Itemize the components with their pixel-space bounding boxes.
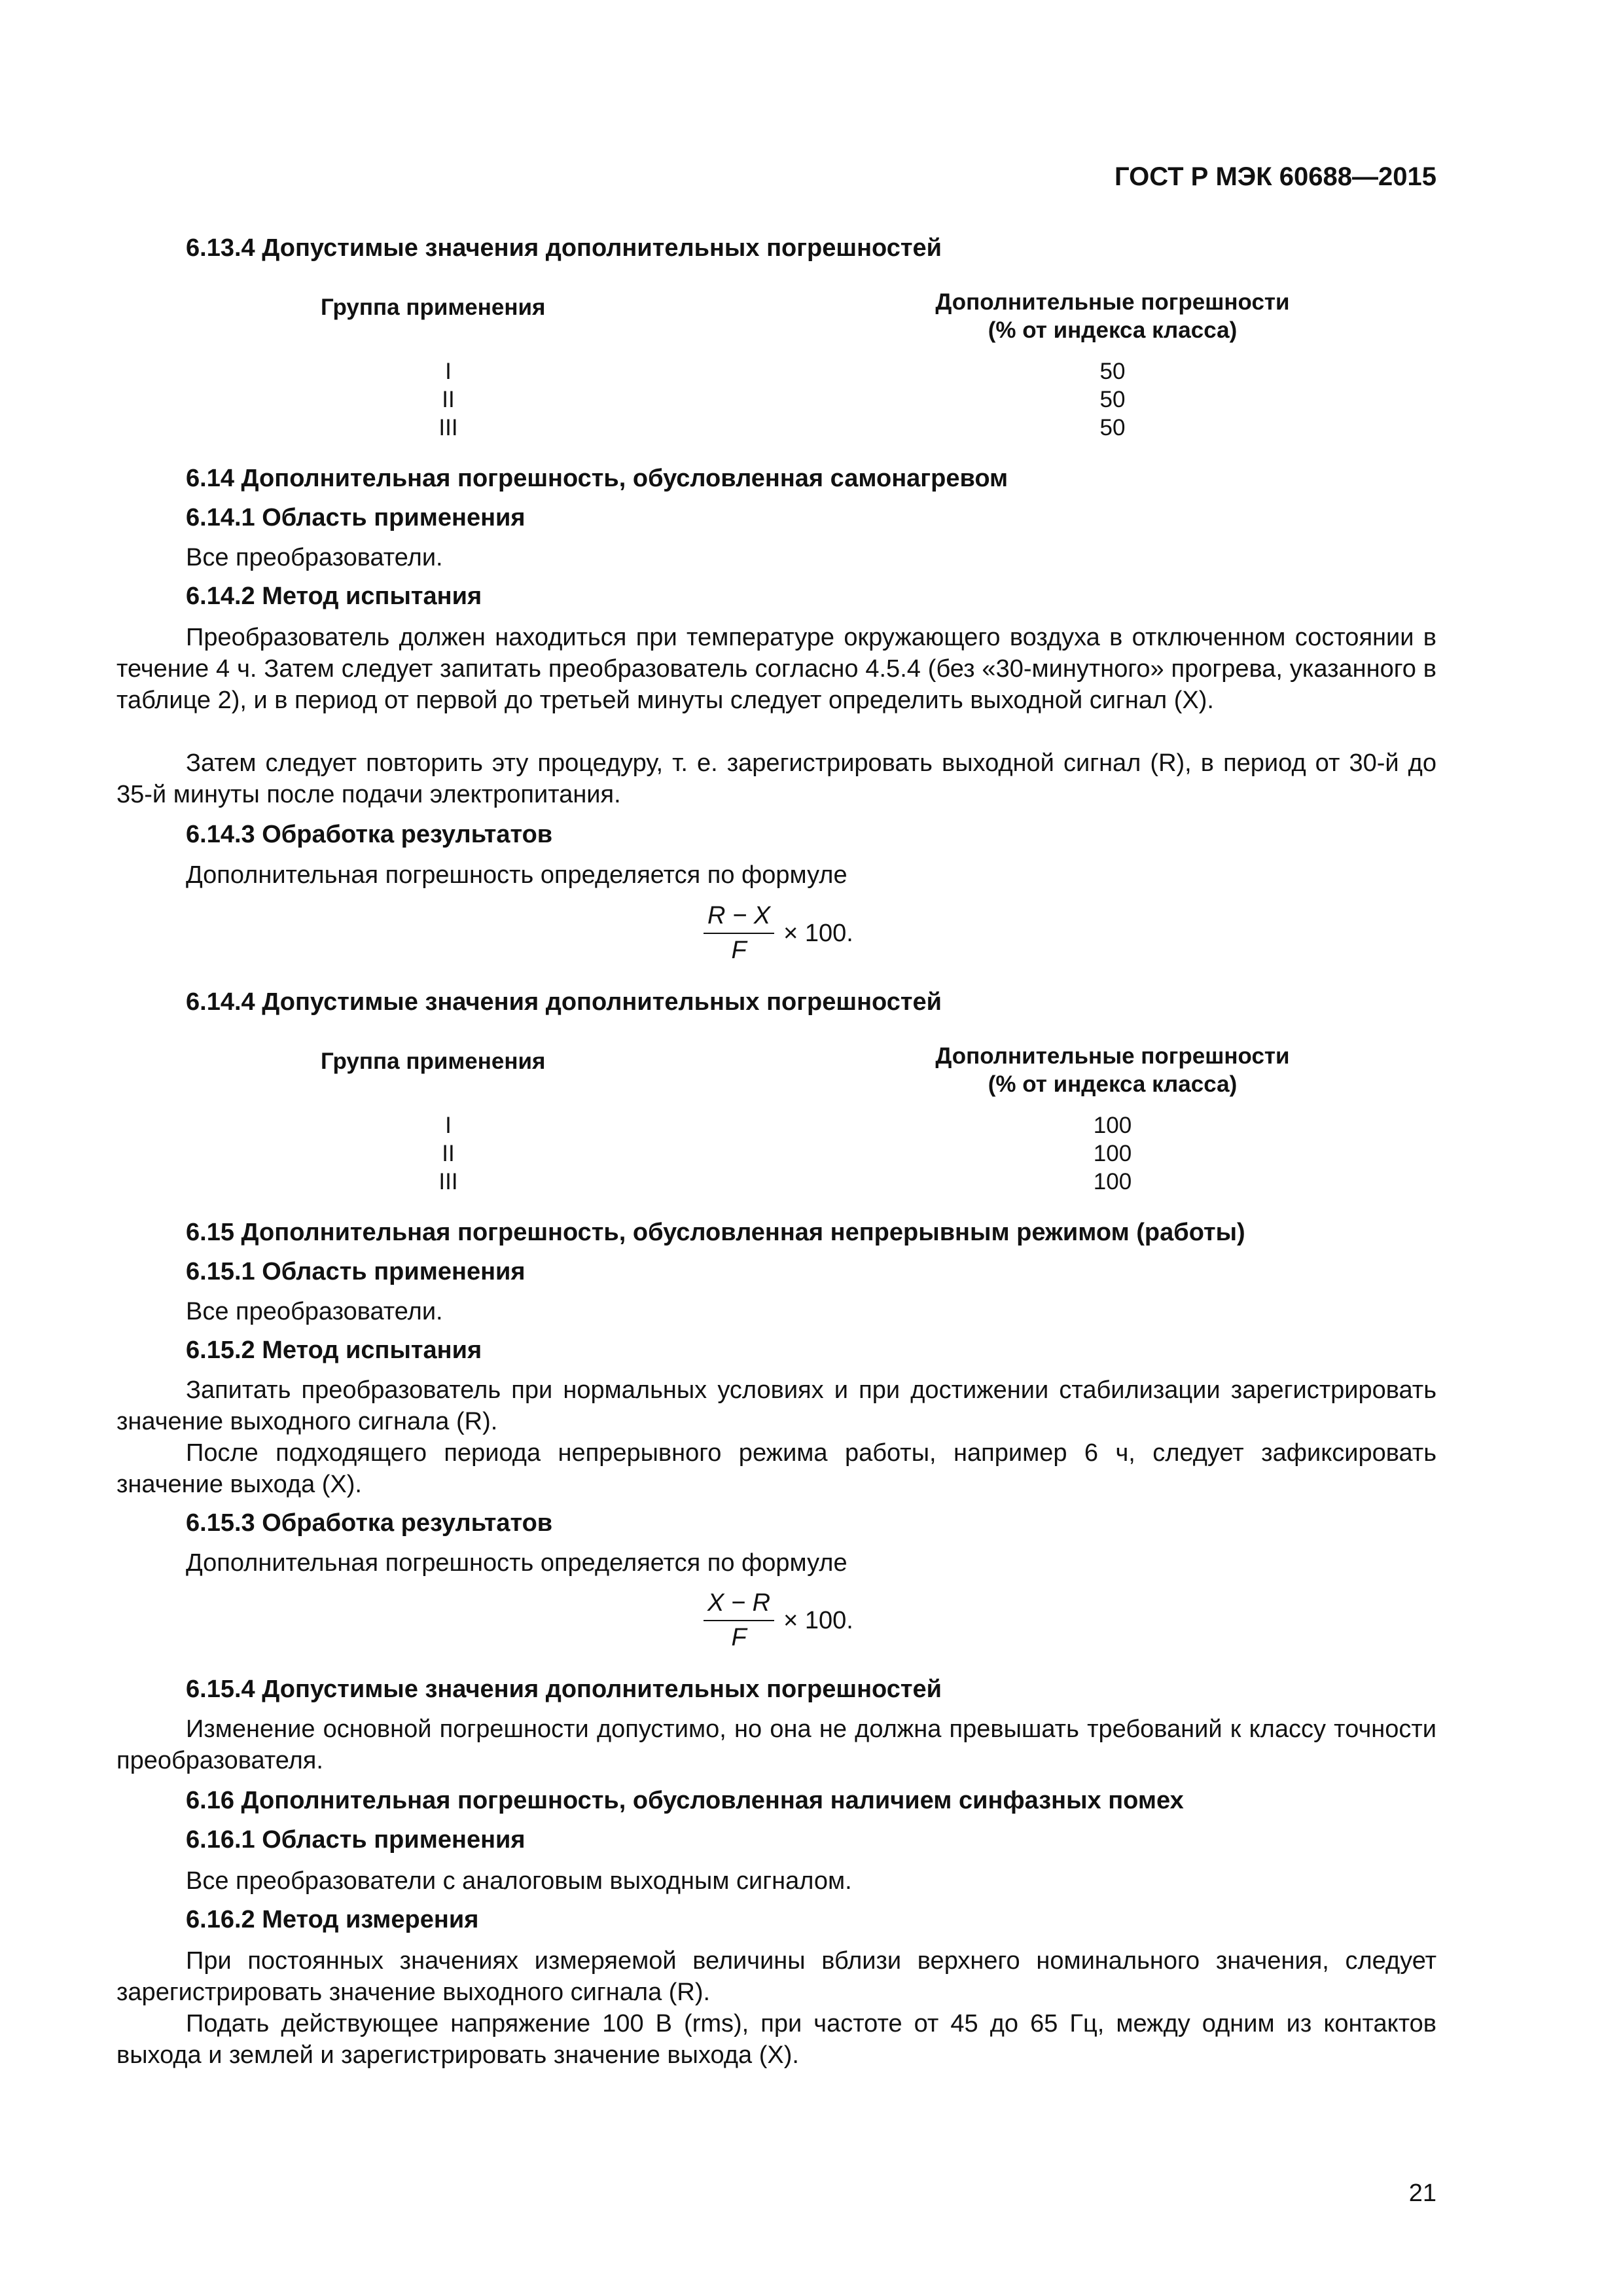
- table2-row3-value: 100: [1093, 1169, 1132, 1194]
- section-6-15-heading: 6.15 Дополнительная погрешность, обусловленная непрерывным режимом (работы): [186, 1219, 1245, 1246]
- section-6-14-2-para2: Затем следует повторить эту процедуру, т. е. зарегистрировать выходной сигнал (R), в период от 30-й до 35-й минуты после подачи электропитания.: [116, 749, 1436, 808]
- section-6-14-4-heading: 6.14.4 Допустимые значения дополнительных погрешностей: [186, 988, 942, 1016]
- section-6-16-2-heading: 6.16.2 Метод измерения: [186, 1906, 479, 1933]
- section-6-14-1-heading: 6.14.1 Область применения: [186, 504, 526, 531]
- section-6-16-2-para1: При постоянных значениях измеряемой величины вблизи верхнего номинального значения, следует зарегистрировать значение выходного сигнала (R).: [116, 1947, 1436, 2006]
- table2-col1-header: Группа применения: [321, 1049, 546, 1074]
- section-6-14-heading: 6.14 Дополнительная погрешность, обусловленная самонагревом: [186, 465, 1008, 492]
- formula-2-multiplier: × 100.: [783, 1606, 853, 1634]
- formula-1: [704, 902, 853, 965]
- section-6-16-heading: 6.16 Дополнительная погрешность, обусловленная наличием синфазных помех: [186, 1787, 1184, 1814]
- section-6-15-3-text: Дополнительная погрешность определяется по формуле: [186, 1549, 847, 1577]
- section-6-15-4-heading: 6.15.4 Допустимые значения дополнительных погрешностей: [186, 1676, 942, 1703]
- table1-col1-header: Группа применения: [321, 295, 546, 320]
- formula-2-denominator: F: [731, 1624, 747, 1651]
- table2-col2-header: [919, 1042, 1306, 1098]
- section-6-15-4-text: Изменение основной погрешности допустимо, но она не должна превышать требований к классу точности преобразователя.: [116, 1715, 1436, 1774]
- section-6-14-3-text: Дополнительная погрешность определяется по формуле: [186, 861, 847, 889]
- table1-col2-line2: (% от индекса класса): [988, 317, 1238, 343]
- section-6-13-4-heading: 6.13.4 Допустимые значения дополнительных погрешностей: [186, 234, 942, 262]
- section-6-14-2-heading: 6.14.2 Метод испытания: [186, 583, 482, 610]
- formula-1-denominator: F: [731, 937, 747, 964]
- formula-1-multiplier: × 100.: [783, 919, 853, 947]
- section-6-14-1-text: Все преобразователи.: [186, 544, 443, 571]
- formula-2-numerator: X − R: [704, 1589, 774, 1621]
- table1-row1-value: 50: [1099, 359, 1126, 384]
- table1-col2-line1: Дополнительные погрешности: [935, 289, 1290, 315]
- formula-2: [704, 1589, 853, 1652]
- section-6-16-1-text: Все преобразователи с аналоговым выходным сигналом.: [186, 1867, 852, 1895]
- table2-row1-group: I: [445, 1113, 452, 1138]
- section-6-16-1-heading: 6.16.1 Область применения: [186, 1826, 526, 1854]
- table2-row1-value: 100: [1093, 1113, 1132, 1138]
- table1-row2-group: II: [442, 387, 455, 412]
- section-6-15-1-text: Все преобразователи.: [186, 1298, 443, 1325]
- formula-1-fraction: [704, 902, 774, 965]
- section-6-15-2-para1: Запитать преобразователь при нормальных условиях и при достижении стабилизации зарегистрировать значение выходного сигнала (R).: [116, 1376, 1436, 1435]
- table2-col2-line1: Дополнительные погрешности: [935, 1043, 1290, 1069]
- table1-row3-group: III: [438, 415, 458, 440]
- table2-row3-group: III: [438, 1169, 458, 1194]
- section-6-15-2-para2: После подходящего периода непрерывного режима работы, например 6 ч, следует зафиксировать значение выхода (X).: [116, 1439, 1436, 1498]
- table1-row1-group: I: [445, 359, 452, 384]
- section-6-14-2-para1: Преобразователь должен находиться при температуре окружающего воздуха в отключенном состоянии в течение 4 ч. Затем следует запитать преобразователь согласно 4.5.4 (без «30-минутного» прогрева, указанного в таблице 2), и в период от первой до третьей минуты следует определить выходной сигнал (X).: [116, 624, 1436, 714]
- table2-col2-line2: (% от индекса класса): [988, 1071, 1238, 1097]
- table1-row3-value: 50: [1099, 415, 1126, 440]
- page-number: 21: [1408, 2179, 1436, 2207]
- section-6-15-1-heading: 6.15.1 Область применения: [186, 1258, 526, 1285]
- table1-row2-value: 50: [1099, 387, 1126, 412]
- table2-row2-value: 100: [1093, 1141, 1132, 1166]
- section-6-15-3-heading: 6.15.3 Обработка результатов: [186, 1509, 553, 1537]
- document-code: ГОСТ Р МЭК 60688—2015: [1114, 162, 1436, 191]
- section-6-15-2-heading: 6.15.2 Метод испытания: [186, 1336, 482, 1364]
- section-6-16-2-para2: Подать действующее напряжение 100 В (rms), при частоте от 45 до 65 Гц, между одним из контактов выхода и землей и зарегистрировать значение выхода (X).: [116, 2010, 1436, 2069]
- formula-1-numerator: R − X: [704, 902, 774, 934]
- table2-row2-group: II: [442, 1141, 455, 1166]
- section-6-14-3-heading: 6.14.3 Обработка результатов: [186, 821, 553, 848]
- table1-col2-header: [919, 288, 1306, 344]
- formula-2-fraction: [704, 1589, 774, 1652]
